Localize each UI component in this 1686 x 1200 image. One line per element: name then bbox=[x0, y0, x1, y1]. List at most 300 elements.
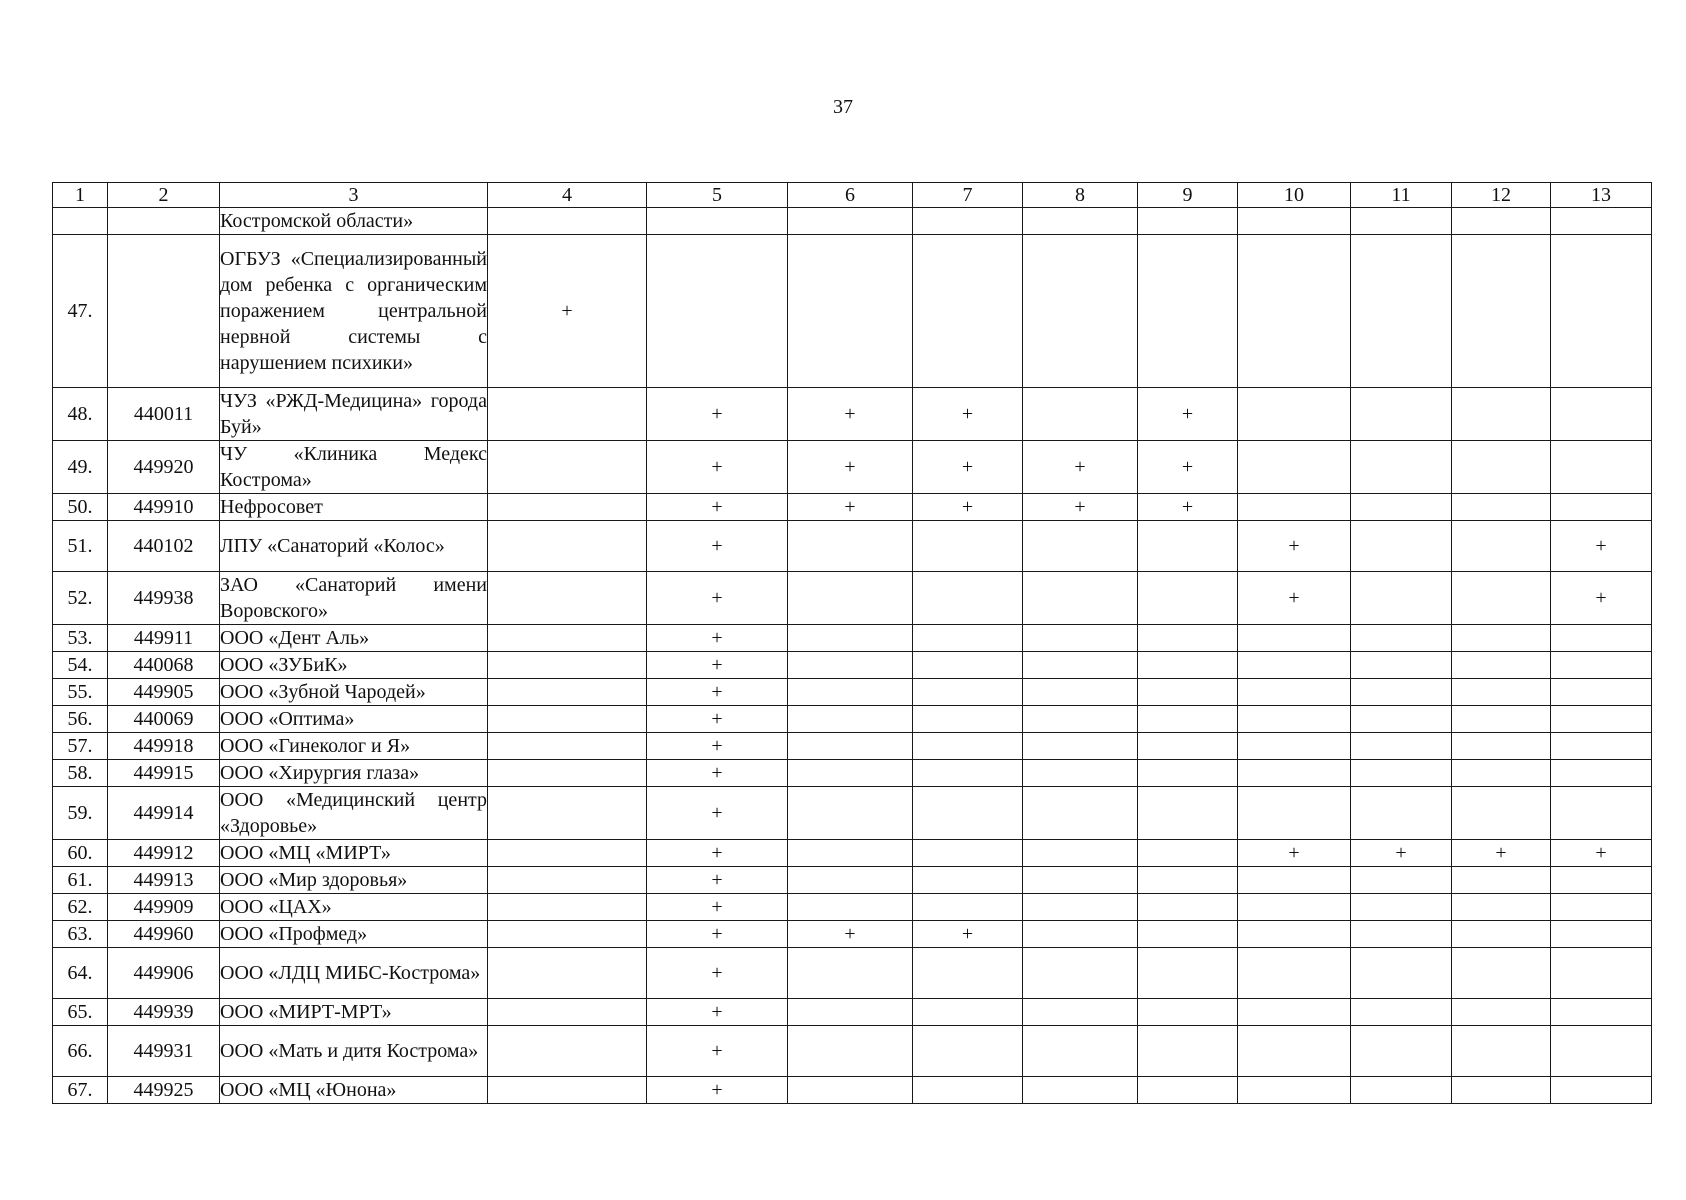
plus-mark-cell bbox=[1551, 235, 1652, 388]
plus-mark-cell bbox=[1023, 572, 1138, 625]
plus-mark-cell bbox=[488, 572, 647, 625]
plus-mark-cell bbox=[1452, 921, 1551, 948]
organization-name-cell: ООО «ЦАХ» bbox=[220, 894, 488, 921]
plus-mark-cell bbox=[1551, 494, 1652, 521]
plus-mark-cell bbox=[1551, 787, 1652, 840]
plus-mark-cell bbox=[1551, 948, 1652, 999]
plus-mark-cell bbox=[1138, 999, 1238, 1026]
row-number-cell: 65. bbox=[53, 999, 108, 1026]
row-number-cell: 56. bbox=[53, 706, 108, 733]
table-row bbox=[53, 235, 1652, 388]
table-row bbox=[53, 1077, 1652, 1104]
plus-mark-cell: + bbox=[788, 921, 913, 948]
plus-mark-cell bbox=[488, 948, 647, 999]
plus-mark-cell bbox=[1452, 572, 1551, 625]
plus-mark-cell bbox=[1238, 948, 1351, 999]
plus-mark-cell: + bbox=[647, 1026, 788, 1077]
plus-mark-cell bbox=[1138, 521, 1238, 572]
plus-mark-cell bbox=[1452, 494, 1551, 521]
plus-mark-cell bbox=[1452, 787, 1551, 840]
plus-mark-cell bbox=[1023, 706, 1138, 733]
column-header: 11 bbox=[1351, 183, 1452, 208]
plus-mark-cell: + bbox=[647, 840, 788, 867]
plus-mark-cell: + bbox=[647, 760, 788, 787]
plus-mark-cell bbox=[913, 1077, 1023, 1104]
plus-mark-cell bbox=[1238, 1026, 1351, 1077]
organization-name-cell: ООО «Оптима» bbox=[220, 706, 488, 733]
plus-mark-cell bbox=[1351, 733, 1452, 760]
table-row bbox=[53, 572, 1652, 625]
column-header: 6 bbox=[788, 183, 913, 208]
row-number-cell: 49. bbox=[53, 441, 108, 494]
plus-mark-cell bbox=[1238, 867, 1351, 894]
plus-mark-cell bbox=[1351, 921, 1452, 948]
plus-mark-cell bbox=[1138, 733, 1238, 760]
organization-name-cell: ЧУ «Клиника Медекс Кострома» bbox=[220, 441, 488, 494]
plus-mark-cell bbox=[1238, 625, 1351, 652]
plus-mark-cell bbox=[1452, 894, 1551, 921]
plus-mark-cell bbox=[1238, 1077, 1351, 1104]
plus-mark-cell bbox=[913, 235, 1023, 388]
organization-name-cell: ООО «Мир здоровья» bbox=[220, 867, 488, 894]
plus-mark-cell bbox=[1238, 894, 1351, 921]
plus-mark-cell bbox=[1138, 867, 1238, 894]
row-number-cell: 48. bbox=[53, 388, 108, 441]
table-row bbox=[53, 652, 1652, 679]
plus-mark-cell bbox=[913, 840, 1023, 867]
plus-mark-cell bbox=[488, 521, 647, 572]
plus-mark-cell bbox=[488, 840, 647, 867]
plus-mark-cell: + bbox=[647, 441, 788, 494]
plus-mark-cell: + bbox=[788, 441, 913, 494]
organization-name-cell: ЛПУ «Санаторий «Колос» bbox=[220, 521, 488, 572]
plus-mark-cell: + bbox=[647, 521, 788, 572]
registry-code-cell: 449925 bbox=[108, 1077, 220, 1104]
plus-mark-cell bbox=[788, 840, 913, 867]
organization-name-cell: ЧУЗ «РЖД-Медицина» города Буй» bbox=[220, 388, 488, 441]
row-number-cell bbox=[53, 208, 108, 235]
plus-mark-cell bbox=[1023, 733, 1138, 760]
plus-mark-cell bbox=[1023, 840, 1138, 867]
plus-mark-cell bbox=[788, 999, 913, 1026]
plus-mark-cell bbox=[1023, 948, 1138, 999]
plus-mark-cell bbox=[788, 1026, 913, 1077]
plus-mark-cell: + bbox=[647, 388, 788, 441]
plus-mark-cell bbox=[647, 235, 788, 388]
registry-code-cell: 449905 bbox=[108, 679, 220, 706]
plus-mark-cell bbox=[1351, 1077, 1452, 1104]
plus-mark-cell: + bbox=[647, 679, 788, 706]
plus-mark-cell bbox=[1351, 867, 1452, 894]
plus-mark-cell: + bbox=[1551, 840, 1652, 867]
row-number-cell: 57. bbox=[53, 733, 108, 760]
row-number-cell: 52. bbox=[53, 572, 108, 625]
plus-mark-cell bbox=[488, 1077, 647, 1104]
plus-mark-cell bbox=[1351, 441, 1452, 494]
plus-mark-cell bbox=[1351, 706, 1452, 733]
organization-name-cell: ООО «Профмед» bbox=[220, 921, 488, 948]
row-number-cell: 51. bbox=[53, 521, 108, 572]
organization-name-cell: ООО «Дент Аль» bbox=[220, 625, 488, 652]
plus-mark-cell bbox=[1023, 679, 1138, 706]
table-row bbox=[53, 999, 1652, 1026]
registry-code-cell: 449912 bbox=[108, 840, 220, 867]
plus-mark-cell: + bbox=[1023, 494, 1138, 521]
plus-mark-cell bbox=[788, 625, 913, 652]
plus-mark-cell: + bbox=[913, 494, 1023, 521]
organization-name-cell: ООО «МЦ «МИРТ» bbox=[220, 840, 488, 867]
plus-mark-cell bbox=[913, 572, 1023, 625]
registry-code-cell: 449909 bbox=[108, 894, 220, 921]
registry-code-cell: 449938 bbox=[108, 572, 220, 625]
plus-mark-cell bbox=[1023, 521, 1138, 572]
organization-name-cell: ОГБУЗ «Специализированный дом ребенка с органическим поражением центральной нервной системы с нарушением психики» bbox=[220, 235, 488, 388]
row-number-cell: 55. bbox=[53, 679, 108, 706]
plus-mark-cell bbox=[488, 760, 647, 787]
plus-mark-cell bbox=[1452, 521, 1551, 572]
plus-mark-cell bbox=[913, 733, 1023, 760]
table-row bbox=[53, 787, 1652, 840]
plus-mark-cell: + bbox=[647, 948, 788, 999]
plus-mark-cell bbox=[1023, 1077, 1138, 1104]
plus-mark-cell bbox=[1351, 208, 1452, 235]
plus-mark-cell bbox=[788, 208, 913, 235]
plus-mark-cell bbox=[1023, 921, 1138, 948]
plus-mark-cell bbox=[1138, 760, 1238, 787]
plus-mark-cell bbox=[1238, 652, 1351, 679]
plus-mark-cell bbox=[1238, 208, 1351, 235]
plus-mark-cell bbox=[1351, 787, 1452, 840]
column-header: 9 bbox=[1138, 183, 1238, 208]
plus-mark-cell bbox=[1351, 235, 1452, 388]
plus-mark-cell bbox=[1551, 706, 1652, 733]
plus-mark-cell bbox=[1351, 1026, 1452, 1077]
plus-mark-cell bbox=[1551, 999, 1652, 1026]
plus-mark-cell bbox=[647, 208, 788, 235]
registry-code-cell bbox=[108, 208, 220, 235]
plus-mark-cell bbox=[788, 521, 913, 572]
plus-mark-cell bbox=[1238, 388, 1351, 441]
plus-mark-cell bbox=[1138, 1026, 1238, 1077]
row-number-cell: 67. bbox=[53, 1077, 108, 1104]
plus-mark-cell bbox=[1238, 760, 1351, 787]
registry-code-cell: 449911 bbox=[108, 625, 220, 652]
organization-name-cell: ООО «МИРТ-МРТ» bbox=[220, 999, 488, 1026]
plus-mark-cell: + bbox=[1138, 441, 1238, 494]
table-row bbox=[53, 840, 1652, 867]
plus-mark-cell: + bbox=[647, 867, 788, 894]
plus-mark-cell bbox=[1138, 706, 1238, 733]
plus-mark-cell bbox=[913, 948, 1023, 999]
plus-mark-cell bbox=[1238, 494, 1351, 521]
registry-code-cell: 440068 bbox=[108, 652, 220, 679]
organization-name-cell: Нефросовет bbox=[220, 494, 488, 521]
plus-mark-cell bbox=[1452, 625, 1551, 652]
registry-code-cell bbox=[108, 235, 220, 388]
plus-mark-cell bbox=[1138, 787, 1238, 840]
row-number-cell: 47. bbox=[53, 235, 108, 388]
plus-mark-cell: + bbox=[913, 441, 1023, 494]
plus-mark-cell bbox=[913, 787, 1023, 840]
organization-name-cell: ЗАО «Санаторий имени Воровского» bbox=[220, 572, 488, 625]
plus-mark-cell bbox=[1138, 948, 1238, 999]
plus-mark-cell bbox=[1351, 625, 1452, 652]
plus-mark-cell bbox=[1238, 235, 1351, 388]
row-number-cell: 53. bbox=[53, 625, 108, 652]
registry-code-cell: 449960 bbox=[108, 921, 220, 948]
table-row bbox=[53, 948, 1652, 999]
plus-mark-cell bbox=[788, 733, 913, 760]
plus-mark-cell bbox=[913, 867, 1023, 894]
plus-mark-cell bbox=[1023, 625, 1138, 652]
organization-name-cell: ООО «Гинеколог и Я» bbox=[220, 733, 488, 760]
plus-mark-cell bbox=[1452, 1077, 1551, 1104]
plus-mark-cell bbox=[1138, 679, 1238, 706]
registry-code-cell: 449939 bbox=[108, 999, 220, 1026]
row-number-cell: 60. bbox=[53, 840, 108, 867]
plus-mark-cell: + bbox=[1351, 840, 1452, 867]
plus-mark-cell: + bbox=[788, 388, 913, 441]
organization-name-cell: ООО «МЦ «Юнона» bbox=[220, 1077, 488, 1104]
plus-mark-cell bbox=[1452, 706, 1551, 733]
plus-mark-cell bbox=[488, 706, 647, 733]
table-row bbox=[53, 733, 1652, 760]
plus-mark-cell bbox=[788, 948, 913, 999]
plus-mark-cell bbox=[788, 787, 913, 840]
plus-mark-cell bbox=[1452, 1026, 1551, 1077]
plus-mark-cell: + bbox=[1238, 840, 1351, 867]
table-row bbox=[53, 1026, 1652, 1077]
plus-mark-cell bbox=[1452, 208, 1551, 235]
plus-mark-cell: + bbox=[1138, 494, 1238, 521]
plus-mark-cell bbox=[488, 208, 647, 235]
plus-mark-cell bbox=[788, 867, 913, 894]
plus-mark-cell bbox=[1351, 679, 1452, 706]
plus-mark-cell bbox=[1551, 388, 1652, 441]
plus-mark-cell bbox=[1238, 441, 1351, 494]
plus-mark-cell: + bbox=[1023, 441, 1138, 494]
plus-mark-cell: + bbox=[647, 652, 788, 679]
plus-mark-cell: + bbox=[1551, 521, 1652, 572]
row-number-cell: 58. bbox=[53, 760, 108, 787]
plus-mark-cell bbox=[1452, 948, 1551, 999]
plus-mark-cell bbox=[1551, 894, 1652, 921]
plus-mark-cell bbox=[788, 652, 913, 679]
table-row bbox=[53, 494, 1652, 521]
plus-mark-cell: + bbox=[913, 388, 1023, 441]
plus-mark-cell bbox=[1023, 235, 1138, 388]
plus-mark-cell bbox=[1138, 840, 1238, 867]
plus-mark-cell bbox=[913, 625, 1023, 652]
table-row bbox=[53, 867, 1652, 894]
plus-mark-cell bbox=[1351, 894, 1452, 921]
plus-mark-cell bbox=[1138, 921, 1238, 948]
registry-code-cell: 449906 bbox=[108, 948, 220, 999]
registry-code-cell: 449910 bbox=[108, 494, 220, 521]
plus-mark-cell bbox=[1023, 999, 1138, 1026]
plus-mark-cell bbox=[1551, 760, 1652, 787]
registry-code-cell: 449920 bbox=[108, 441, 220, 494]
organization-name-cell: ООО «Медицинский центр «Здоровье» bbox=[220, 787, 488, 840]
plus-mark-cell: + bbox=[647, 921, 788, 948]
plus-mark-cell: + bbox=[647, 494, 788, 521]
plus-mark-cell: + bbox=[1452, 840, 1551, 867]
plus-mark-cell: + bbox=[647, 894, 788, 921]
plus-mark-cell bbox=[1138, 208, 1238, 235]
plus-mark-cell bbox=[913, 760, 1023, 787]
plus-mark-cell: + bbox=[1238, 521, 1351, 572]
registry-code-cell: 440069 bbox=[108, 706, 220, 733]
registry-code-cell: 449918 bbox=[108, 733, 220, 760]
plus-mark-cell bbox=[788, 894, 913, 921]
plus-mark-cell: + bbox=[788, 494, 913, 521]
plus-mark-cell bbox=[1452, 733, 1551, 760]
plus-mark-cell bbox=[488, 1026, 647, 1077]
plus-mark-cell bbox=[1238, 787, 1351, 840]
plus-mark-cell: + bbox=[647, 625, 788, 652]
plus-mark-cell bbox=[1452, 235, 1551, 388]
plus-mark-cell bbox=[913, 999, 1023, 1026]
plus-mark-cell bbox=[1023, 787, 1138, 840]
plus-mark-cell bbox=[1452, 760, 1551, 787]
plus-mark-cell bbox=[1452, 999, 1551, 1026]
registry-code-cell: 440102 bbox=[108, 521, 220, 572]
plus-mark-cell bbox=[913, 208, 1023, 235]
plus-mark-cell bbox=[488, 999, 647, 1026]
column-header: 5 bbox=[647, 183, 788, 208]
plus-mark-cell bbox=[1551, 441, 1652, 494]
registry-code-cell: 449915 bbox=[108, 760, 220, 787]
table-body bbox=[53, 208, 1652, 1104]
plus-mark-cell bbox=[1138, 652, 1238, 679]
plus-mark-cell: + bbox=[1238, 572, 1351, 625]
plus-mark-cell bbox=[1023, 652, 1138, 679]
plus-mark-cell bbox=[1238, 706, 1351, 733]
plus-mark-cell bbox=[1238, 679, 1351, 706]
plus-mark-cell bbox=[1551, 652, 1652, 679]
plus-mark-cell bbox=[1551, 679, 1652, 706]
plus-mark-cell bbox=[1551, 208, 1652, 235]
plus-mark-cell bbox=[1351, 494, 1452, 521]
plus-mark-cell bbox=[1023, 867, 1138, 894]
table-row bbox=[53, 441, 1652, 494]
plus-mark-cell: + bbox=[647, 733, 788, 760]
plus-mark-cell bbox=[1452, 679, 1551, 706]
table-row bbox=[53, 921, 1652, 948]
plus-mark-cell bbox=[1238, 733, 1351, 760]
column-header: 7 bbox=[913, 183, 1023, 208]
plus-mark-cell bbox=[1138, 894, 1238, 921]
plus-mark-cell bbox=[1238, 999, 1351, 1026]
table-row bbox=[53, 625, 1652, 652]
plus-mark-cell: + bbox=[488, 235, 647, 388]
plus-mark-cell bbox=[1138, 235, 1238, 388]
plus-mark-cell bbox=[488, 787, 647, 840]
row-number-cell: 62. bbox=[53, 894, 108, 921]
plus-mark-cell bbox=[1138, 572, 1238, 625]
plus-mark-cell bbox=[1138, 1077, 1238, 1104]
row-number-cell: 54. bbox=[53, 652, 108, 679]
plus-mark-cell: + bbox=[647, 787, 788, 840]
plus-mark-cell bbox=[1351, 999, 1452, 1026]
column-header: 10 bbox=[1238, 183, 1351, 208]
row-number-cell: 66. bbox=[53, 1026, 108, 1077]
organization-name-cell: ООО «Хирургия глаза» bbox=[220, 760, 488, 787]
row-number-cell: 64. bbox=[53, 948, 108, 999]
plus-mark-cell: + bbox=[647, 706, 788, 733]
row-number-cell: 50. bbox=[53, 494, 108, 521]
plus-mark-cell bbox=[1551, 625, 1652, 652]
plus-mark-cell bbox=[1452, 652, 1551, 679]
page-number: 37 bbox=[833, 96, 853, 118]
table-row bbox=[53, 521, 1652, 572]
plus-mark-cell bbox=[913, 652, 1023, 679]
organization-name-cell: ООО «ЛДЦ МИБС-Кострома» bbox=[220, 948, 488, 999]
plus-mark-cell: + bbox=[1138, 388, 1238, 441]
plus-mark-cell bbox=[1452, 867, 1551, 894]
registry-code-cell: 449931 bbox=[108, 1026, 220, 1077]
header-row bbox=[53, 183, 1652, 208]
registry-code-cell: 449913 bbox=[108, 867, 220, 894]
plus-mark-cell bbox=[1452, 388, 1551, 441]
row-number-cell: 59. bbox=[53, 787, 108, 840]
registry-code-cell: 449914 bbox=[108, 787, 220, 840]
table-row bbox=[53, 760, 1652, 787]
organization-name-cell: ООО «ЗУБиК» bbox=[220, 652, 488, 679]
plus-mark-cell bbox=[913, 706, 1023, 733]
plus-mark-cell bbox=[788, 235, 913, 388]
plus-mark-cell: + bbox=[647, 572, 788, 625]
plus-mark-cell bbox=[913, 521, 1023, 572]
column-header: 8 bbox=[1023, 183, 1138, 208]
plus-mark-cell bbox=[1551, 733, 1652, 760]
plus-mark-cell bbox=[1551, 867, 1652, 894]
plus-mark-cell bbox=[913, 679, 1023, 706]
plus-mark-cell bbox=[488, 867, 647, 894]
column-header: 2 bbox=[108, 183, 220, 208]
registry-code-cell: 440011 bbox=[108, 388, 220, 441]
medical-organizations-table bbox=[52, 182, 1652, 1104]
plus-mark-cell bbox=[488, 494, 647, 521]
plus-mark-cell bbox=[1238, 921, 1351, 948]
plus-mark-cell: + bbox=[913, 921, 1023, 948]
plus-mark-cell bbox=[788, 572, 913, 625]
plus-mark-cell bbox=[488, 652, 647, 679]
plus-mark-cell bbox=[1551, 1026, 1652, 1077]
plus-mark-cell bbox=[488, 679, 647, 706]
plus-mark-cell bbox=[1351, 652, 1452, 679]
plus-mark-cell bbox=[488, 894, 647, 921]
plus-mark-cell bbox=[1351, 760, 1452, 787]
column-header: 12 bbox=[1452, 183, 1551, 208]
plus-mark-cell bbox=[1023, 760, 1138, 787]
table-row bbox=[53, 706, 1652, 733]
column-header: 4 bbox=[488, 183, 647, 208]
plus-mark-cell bbox=[1023, 894, 1138, 921]
plus-mark-cell bbox=[488, 921, 647, 948]
row-number-cell: 61. bbox=[53, 867, 108, 894]
row-number-cell: 63. bbox=[53, 921, 108, 948]
plus-mark-cell bbox=[1023, 1026, 1138, 1077]
plus-mark-cell bbox=[788, 760, 913, 787]
plus-mark-cell bbox=[1351, 572, 1452, 625]
plus-mark-cell bbox=[488, 441, 647, 494]
plus-mark-cell bbox=[1452, 441, 1551, 494]
column-header: 3 bbox=[220, 183, 488, 208]
plus-mark-cell bbox=[1351, 948, 1452, 999]
organization-name-cell: ООО «Мать и дитя Кострома» bbox=[220, 1026, 488, 1077]
plus-mark-cell bbox=[1023, 208, 1138, 235]
